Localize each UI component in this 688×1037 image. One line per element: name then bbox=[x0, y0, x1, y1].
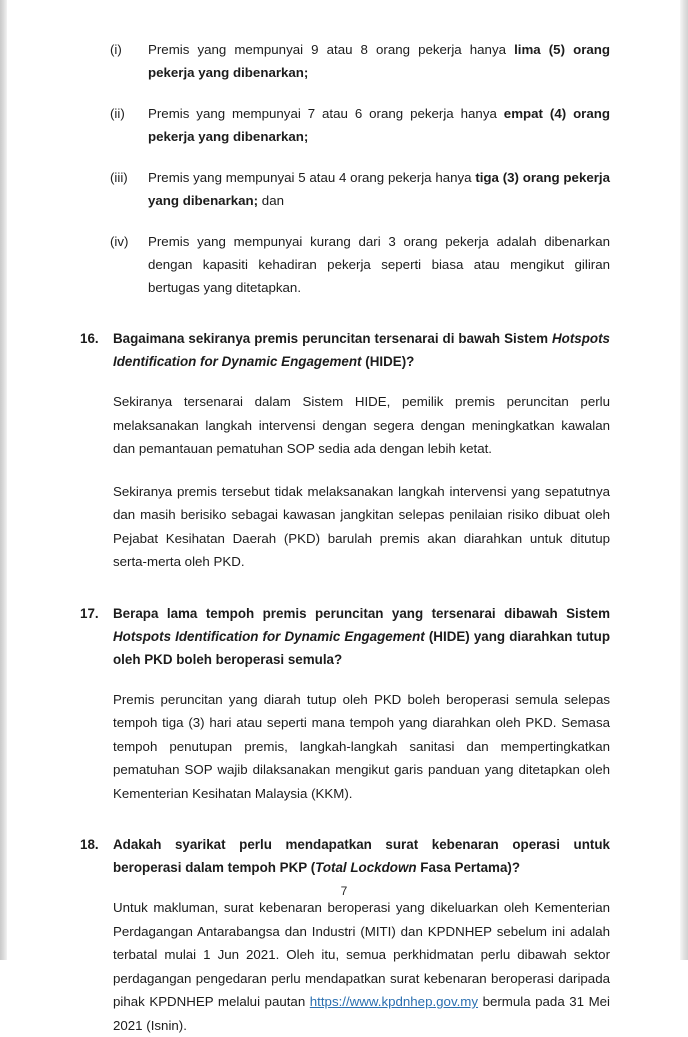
list-marker: (i) bbox=[110, 42, 122, 57]
qa-block-17 bbox=[0, 602, 688, 806]
question-heading bbox=[0, 327, 688, 373]
answer-paragraph: Premis peruncitan yang diarah tutup oleh PKD boleh beroperasi semula selepas tempoh tiga (3) hari atau seperti mana tempoh yang diarahkan oleh PKD. Semasa tempoh penutupan premis, langkah-langkah sanitasi dan mempertingkatkan pematuhan SOP wajib dilaksanakan mengikut garis panduan yang ditetapkan oleh Kementerian Kesihatan Malaysia (KKM). bbox=[113, 691, 610, 801]
question-number: 17. bbox=[80, 605, 99, 621]
question-number: 16. bbox=[80, 331, 99, 346]
list-item-text bbox=[148, 102, 610, 148]
question-heading bbox=[0, 833, 688, 879]
answer-text-part1: Untuk makluman, surat kebenaran beroperasi yang dikeluarkan oleh Kementerian Perdagangan Antarabangsa dan Industri (MITI) dan KPDNHEP sebelum ini adalah terbatal mulai 1 Jun 2021. Oleh itu, semua perkhidmatan perlu dibawah sektor perdagangan pengedaran perlu mendapatkan surat kebenaran beroperasi daripada pihak KPDNHEP melalui pautan bbox=[113, 900, 610, 1009]
list-text-bold: empat (4) orang pekerja yang dibenarkan; bbox=[148, 106, 610, 144]
question-text-tail: (HIDE) yang diarahkan tutup oleh PKD boleh beroperasi semula? bbox=[113, 628, 611, 667]
answer-paragraph: Sekiranya premis tersebut tidak melaksanakan langkah intervensi yang sepatutnya dan masih berisiko sebagai kawasan jangkitan selepas penilaian risiko dibuat oleh Pejabat Kesihatan Daerah (PKD) barulah premis akan diarahkan untuk ditutup serta-merta oleh PKD. bbox=[113, 483, 610, 569]
roman-numeral-list bbox=[0, 38, 688, 299]
list-item bbox=[0, 166, 688, 212]
list-item bbox=[0, 38, 688, 84]
list-item bbox=[0, 230, 688, 299]
list-text-bold: lima (5) orang pekerja yang dibenarkan; bbox=[148, 42, 611, 80]
question-text-tail: (HIDE)? bbox=[361, 354, 415, 369]
list-item-text bbox=[148, 166, 610, 212]
question-text-plain: Bagaimana sekiranya premis peruncitan tersenarai di bawah Sistem bbox=[113, 331, 552, 346]
list-text-plain: Premis yang mempunyai 7 atau 6 orang pekerja hanya bbox=[148, 106, 504, 121]
question-text-italic: Total Lockdown bbox=[315, 860, 417, 875]
question-text-italic: Hotspots Identification for Dynamic Engagement bbox=[113, 331, 610, 369]
list-item-text bbox=[148, 230, 610, 299]
answer-paragraph: Sekiranya tersenarai dalam Sistem HIDE, pemilik premis peruncitan perlu melaksanakan langkah intervensi dengan segera dengan meningkatkan kawalan dan pemantauan pematuhan SOP sedia ada dengan lebih ketat. bbox=[113, 394, 610, 456]
question-text-plain: Adakah syarikat perlu mendapatkan surat kebenaran operasi untuk beroperasi dalam tempoh PKP ( bbox=[113, 837, 610, 875]
list-item bbox=[0, 102, 688, 148]
question-text bbox=[113, 833, 610, 879]
qa-block-18 bbox=[0, 833, 688, 1037]
page-number: 7 bbox=[340, 884, 348, 898]
list-text-tail: dan bbox=[258, 193, 284, 208]
question-number: 18. bbox=[80, 837, 99, 852]
question-text-plain: Berapa lama tempoh premis peruncitan yang tersenarai dibawah Sistem bbox=[113, 605, 610, 621]
list-marker: (ii) bbox=[110, 106, 125, 121]
list-item-text bbox=[148, 38, 610, 84]
question-text-tail: Fasa Pertama)? bbox=[416, 860, 521, 875]
question-text bbox=[113, 327, 610, 373]
question-heading bbox=[0, 602, 688, 671]
list-text-plain: Premis yang mempunyai 5 atau 4 orang pekerja hanya bbox=[148, 170, 476, 185]
question-text bbox=[113, 602, 610, 671]
kpdnhep-website-link[interactable]: https://www.kpdnhep.gov.my bbox=[309, 994, 479, 1009]
list-marker: (iv) bbox=[110, 234, 129, 249]
list-marker: (iii) bbox=[110, 170, 128, 185]
answer-text-part2: bermula pada 31 Mei 2021 (Isnin). bbox=[113, 994, 610, 1033]
list-text-plain: Premis yang mempunyai kurang dari 3 orang pekerja adalah dibenarkan dengan kapasiti kehadiran pekerja seperti biasa atau mengikut giliran bertugas yang ditetapkan. bbox=[148, 234, 610, 295]
list-text-plain: Premis yang mempunyai 9 atau 8 orang pekerja hanya bbox=[148, 42, 515, 57]
question-text-italic: Hotspots Identification for Dynamic Engagement bbox=[113, 628, 425, 644]
list-text-bold: tiga (3) orang pekerja yang dibenarkan; bbox=[148, 170, 610, 208]
answer-paragraph-with-link bbox=[0, 896, 688, 1037]
qa-block-16 bbox=[0, 327, 688, 574]
